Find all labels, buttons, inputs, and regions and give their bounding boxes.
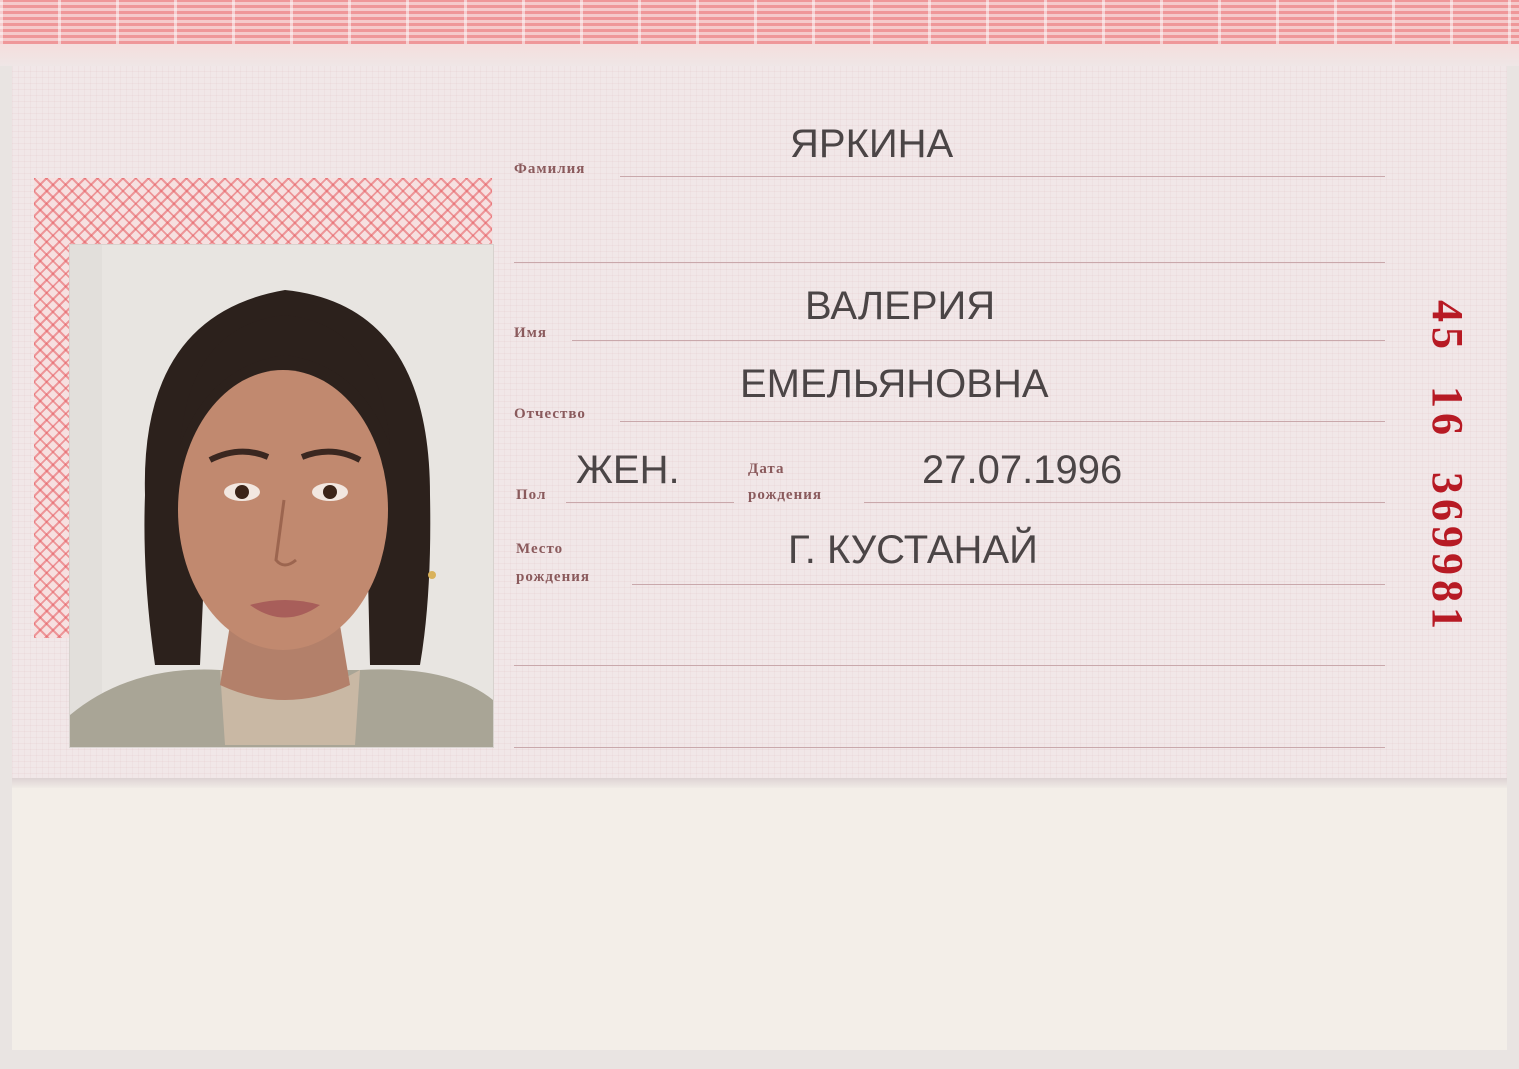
birth-place-label-1: Место [516,541,564,557]
birth-place-value: Г. КУСТАНАЙ [788,528,1038,572]
patronymic-label: Отчество [514,406,586,422]
surname-label: Фамилия [514,161,586,177]
portrait-image [70,245,493,747]
birth-place-rule-3 [514,747,1385,748]
surname-value: ЯРКИНА [790,122,954,166]
photo [70,245,493,747]
birth-date-value: 27.07.1996 [922,448,1123,492]
patronymic-value: ЕМЕЛЬЯНОВНА [740,362,1049,406]
serial-number [1423,300,1472,750]
surname-rule-2 [514,262,1385,263]
birth-place-label-2: рождения [516,569,590,585]
birth-date-label-2: рождения [748,487,822,503]
birth-date-label-1: Дата [748,461,785,477]
band-edge [0,44,1519,66]
sex-label: Пол [516,487,547,503]
birth-date-rule [864,502,1385,503]
sex-value: ЖЕН. [576,448,680,492]
serial-number-text: 45 16 369981 [1423,300,1472,634]
birth-place-rule [632,584,1385,585]
patronymic-rule [620,421,1385,422]
name-value: ВАЛЕРИЯ [805,284,996,328]
birth-place-rule-2 [514,665,1385,666]
name-rule [572,340,1385,341]
surname-rule [620,176,1385,177]
lower-page [12,788,1507,1050]
sex-rule [566,502,734,503]
page-fold [12,778,1507,788]
name-label: Имя [514,325,547,341]
